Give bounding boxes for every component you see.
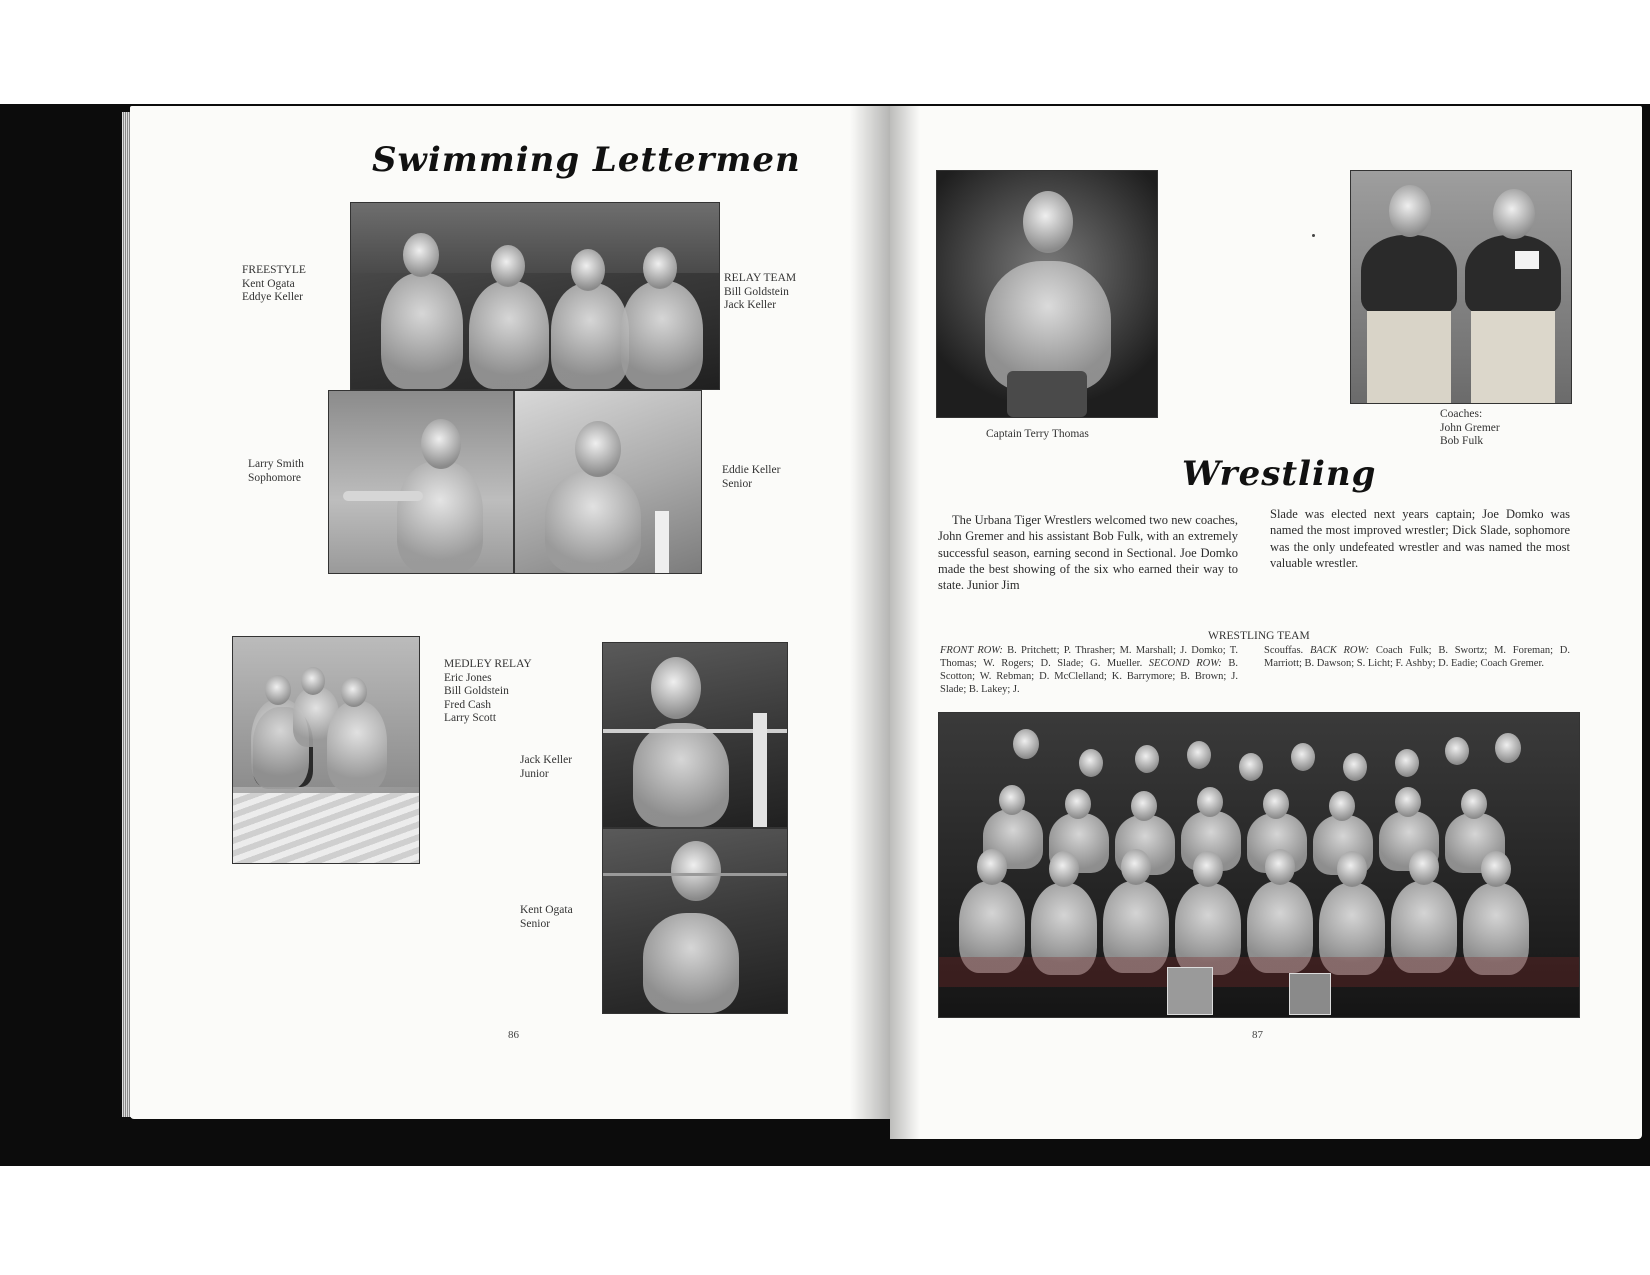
article-column-1: The Urbana Tiger Wrestlers welcomed two new coaches, John Gremer and his assistant Bob Fulk, with an extremely successful season, earning second in Sectional. Joe Domko made the best showing of the six who earned their way to state. Junior Jim xyxy=(938,513,1238,593)
wrestling-team-photo xyxy=(938,712,1580,1018)
freestyle-caption: FREESTYLE Kent Ogata Eddye Keller xyxy=(242,264,306,303)
team-heading: WRESTLING TEAM xyxy=(1208,630,1310,642)
captain-photo xyxy=(936,170,1158,418)
relay-team-caption: RELAY TEAM Bill Goldstein Jack Keller xyxy=(724,272,797,311)
front-row-names: B. Pritchett; P. Thrasher; M. Marshall; J. Domko; T. Thomas; W. Rogers; D. Slade; G. Mueller. xyxy=(940,645,1238,669)
jack-keller-caption: Jack Keller Junior xyxy=(520,754,573,780)
speck xyxy=(1312,234,1315,237)
larry-smith-photo xyxy=(328,390,514,574)
second-row-label: SECOND ROW: xyxy=(1148,658,1222,669)
medley-relay-caption: MEDLEY RELAY Eric Jones Bill Goldstein Fred Cash Larry Scott xyxy=(444,658,532,724)
gutter-shadow xyxy=(890,106,920,1139)
page-title: Wrestling xyxy=(1182,454,1377,494)
relay-team-photo xyxy=(350,202,720,390)
gutter-shadow xyxy=(850,106,890,1119)
eddie-keller-photo xyxy=(514,390,702,574)
kent-ogata-caption: Kent Ogata Senior xyxy=(520,904,573,930)
roster-continuation: Scouffas. xyxy=(1264,645,1304,656)
article-column-2: Slade was elected next years captain; Joe Domko was named the most improved wrestler; Dick Slade, sophomore was the only undefeated wrestler and was named the most valuable wrestler. xyxy=(1270,507,1570,570)
coaches-photo xyxy=(1350,170,1572,404)
medley-relay-photo xyxy=(232,636,420,864)
second-row-names: B. Scotton; W. Rebman; D. McClelland; K. Barrymore; B. Brown; J. Slade; B. Lakey; J. xyxy=(940,658,1238,695)
page-title: Swimming Lettermen xyxy=(372,140,801,180)
larry-smith-caption: Larry Smith Sophomore xyxy=(248,458,304,484)
right-page xyxy=(890,106,1642,1139)
jack-keller-photo xyxy=(602,642,788,828)
roster-column-2 xyxy=(1264,644,1570,670)
page-number: 87 xyxy=(1252,1029,1263,1041)
left-page xyxy=(130,106,890,1119)
page-number: 86 xyxy=(508,1029,519,1041)
captain-caption: Captain Terry Thomas xyxy=(986,428,1089,440)
roster-column-1 xyxy=(940,644,1238,696)
front-row-label: FRONT ROW: xyxy=(940,645,1003,656)
back-row-names: Coach Fulk; B. Swortz; M. Foreman; D. Marriott; B. Dawson; S. Licht; F. Ashby; D. Eadie; Coach Gremer. xyxy=(1264,645,1570,669)
back-row-label: BACK ROW: xyxy=(1309,645,1370,656)
coaches-caption: Coaches: John Gremer Bob Fulk xyxy=(1440,408,1500,447)
eddie-keller-caption: Eddie Keller Senior xyxy=(722,464,781,490)
kent-ogata-photo xyxy=(602,828,788,1014)
